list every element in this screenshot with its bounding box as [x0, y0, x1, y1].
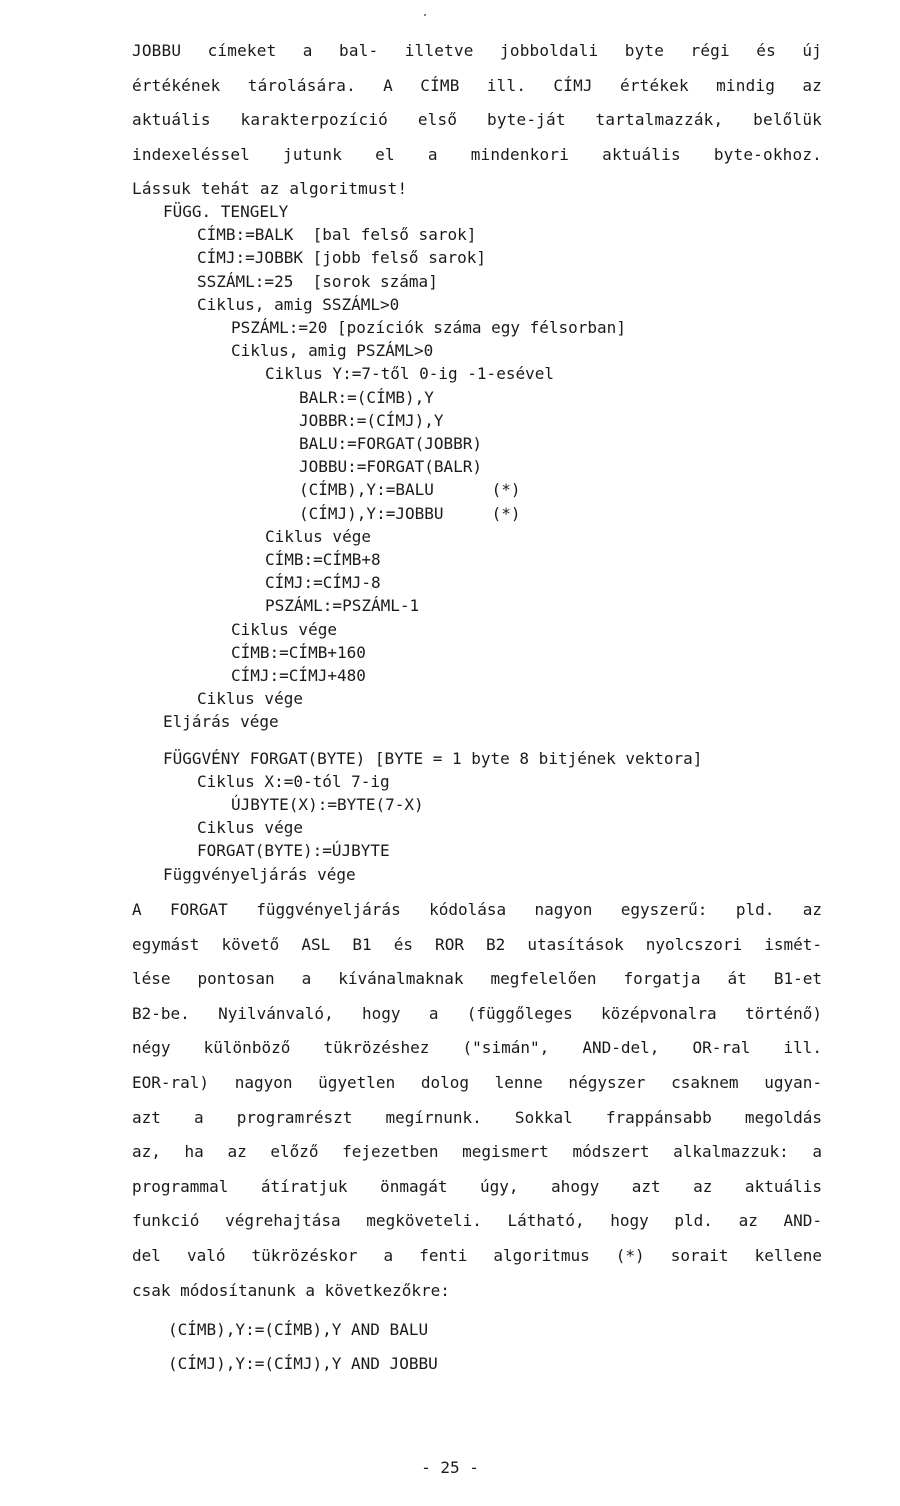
code-snippet-line: (CÍMJ),Y:=(CÍMJ),Y AND JOBBU [168, 1354, 438, 1373]
code-line: BALR:=(CÍMB),Y [299, 387, 434, 407]
code-line: Ciklus vége [197, 818, 303, 838]
code-line: FÜGG. TENGELY [163, 202, 289, 221]
paragraph-line: del való tükrözéskor a fenti algoritmus (*) sorait kellene [132, 1245, 822, 1265]
code-line: CÍMJ:=CÍMJ+480 [231, 666, 366, 685]
code-line: CÍMJ:=JOBBK [jobb felső sarok] [197, 248, 486, 268]
code-line: Ciklus vége [231, 619, 337, 639]
page-number: - 25 - [421, 1458, 479, 1477]
code-line: Ciklus vége [197, 689, 303, 709]
code-line: JOBBR:=(CÍMJ),Y [299, 410, 444, 430]
code-line: Ciklus Y:=7-től 0-ig -1-esével [265, 364, 554, 384]
code-line: Ciklus, amig SSZÁML>0 [197, 294, 400, 314]
code-line: SSZÁML:=25 [sorok száma] [197, 271, 438, 291]
code-line: ÚJBYTE(X):=BYTE(7-X) [231, 795, 424, 814]
intro-line: aktuális karakterpozíció első byte-ját tartalmazzák, belőlük [132, 110, 822, 129]
code-line: Ciklus vége [265, 526, 371, 546]
explanation-paragraph [132, 893, 822, 1308]
paragraph-line: programmal átíratjuk önmagát úgy, ahogy azt az aktuális [132, 1176, 822, 1196]
paragraph-line: B2-be. Nyilvánvaló, hogy a (függőleges középvonalra történő) [132, 1003, 822, 1023]
code-line: Eljárás vége [163, 712, 279, 732]
code-line: CÍMJ:=CÍMJ-8 [265, 573, 381, 593]
code-line: BALU:=FORGAT(JOBBR) [299, 434, 483, 453]
code-line: Ciklus, amig PSZÁML>0 [231, 341, 434, 361]
intro-line: indexeléssel jutunk el a mindenkori aktuális byte-okhoz. [132, 144, 822, 164]
code-line: (CÍMB),Y:=BALU (*) [299, 480, 521, 500]
intro-paragraph [132, 34, 822, 207]
scan-speck [424, 14, 426, 16]
code-line: Függvényeljárás vége [163, 864, 356, 884]
code-line: JOBBU:=FORGAT(BALR) [299, 457, 483, 477]
code-line: FORGAT(BYTE):=ÚJBYTE [197, 841, 390, 861]
paragraph-line: négy különböző tükrözéshez ("simán", AND-del, OR-ral ill. [132, 1038, 822, 1058]
code-line: PSZÁML:=20 [pozíciók száma egy félsorban] [231, 318, 626, 337]
code-line: CÍMB:=CÍMB+8 [265, 550, 381, 569]
code-snippet-line: (CÍMB),Y:=(CÍMB),Y AND BALU [168, 1320, 429, 1339]
paragraph-line: lése pontosan a kívánalmaknak megfelelően forgatja át B1-et [132, 969, 822, 989]
intro-line: Lássuk tehát az algoritmust! [132, 179, 408, 198]
paragraph-line: az, ha az előző fejezetben megismert módszert alkalmazzuk: a [132, 1142, 822, 1162]
paragraph-line: EOR-ral) nagyon ügyetlen dolog lenne négyszer csaknem ugyan- [132, 1072, 822, 1092]
paragraph-line: csak módosítanunk a következőkre: [132, 1280, 450, 1300]
code-line: CÍMB:=CÍMB+160 [231, 642, 366, 662]
code-line: PSZÁML:=PSZÁML-1 [265, 596, 420, 616]
code-line: Ciklus X:=0-tól 7-ig [197, 771, 390, 791]
code-line: (CÍMJ),Y:=JOBBU (*) [299, 503, 521, 523]
paragraph-line: funkció végrehajtása megköveteli. Látható, hogy pld. az AND- [132, 1211, 822, 1231]
paragraph-line: azt a programrészt megírnunk. Sokkal frappánsabb megoldás [132, 1107, 822, 1127]
intro-line: JOBBU címeket a bal- illetve jobboldali byte régi és új [132, 41, 822, 60]
code-line: FÜGGVÉNY FORGAT(BYTE) [BYTE = 1 byte 8 bitjének vektora] [163, 748, 703, 768]
code-line: CÍMB:=BALK [bal felső sarok] [197, 225, 477, 245]
intro-line: értékének tárolására. A CÍMB ill. CÍMJ értékek mindig az [132, 75, 822, 95]
paragraph-line: egymást követő ASL B1 és ROR B2 utasítások nyolcszori ismét- [132, 934, 822, 954]
paragraph-line: A FORGAT függvényeljárás kódolása nagyon egyszerű: pld. az [132, 900, 822, 919]
